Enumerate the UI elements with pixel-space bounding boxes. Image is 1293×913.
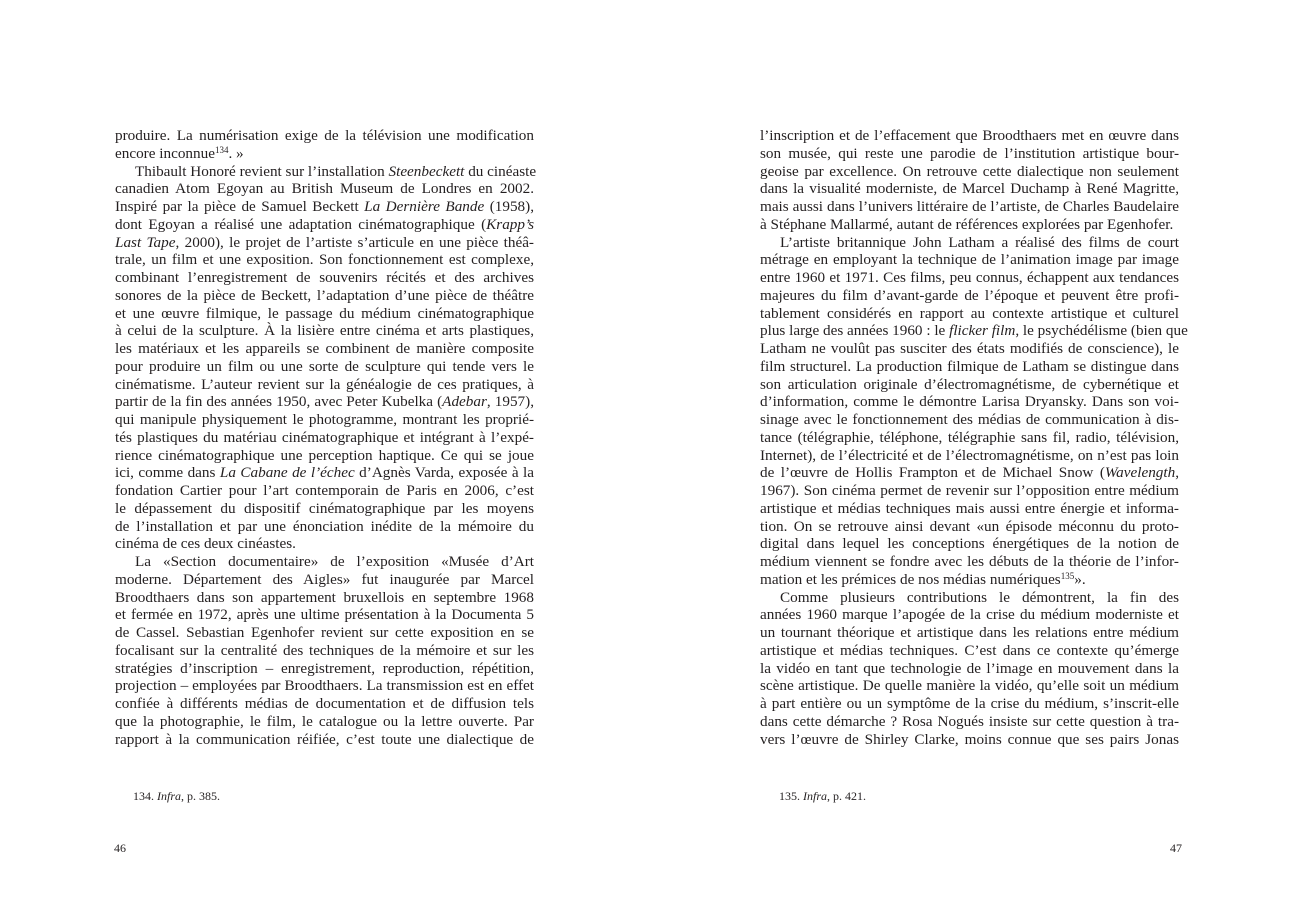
text-line: tance (télégraphie, téléphone, télégraphie sans fil, radio, télévision, (760, 428, 1179, 446)
text-line: mais aussi dans l’univers littéraire de l’artiste, de Charles Baudelaire (760, 198, 1179, 215)
text-line: que la photographie, le film, le catalogue ou la lettre ouverte. Par (115, 712, 534, 730)
text-line: tablement considérés en rapport au contexte artistique et culturel (760, 304, 1179, 322)
italic-title: La Dernière Bande (364, 198, 485, 215)
text-line: sonores de la pièce de Beckett, l’adaptation d’une pièce de théâtre (115, 286, 534, 304)
text-line: dont Egoyan a réalisé une adaptation cinématographique (Krapp’s (115, 215, 534, 233)
text-line: fondation Cartier pour l’art contemporain de Paris en 2006, c’est (115, 482, 534, 499)
text-line: cinématisme. L’auteur revient sur la généalogie de ces pratiques, à (115, 375, 534, 393)
italic-title: La Cabane de l’échec (219, 464, 355, 482)
footnote-134 (133, 789, 220, 804)
text-line: Latham ne voulût pas susciter des états modifiés de conscience), le (760, 340, 1179, 357)
text-line: qui manipule physiquement le photogramme, montrant les proprié- (115, 411, 534, 428)
text-line: partir de la fin des années 1950, avec Peter Kubelka (Adebar, 1957), (115, 393, 535, 411)
text-line: Inspiré par la pièce de Samuel Beckett La Dernière Bande (1958), (115, 198, 534, 215)
text-line: pour produire un film ou une sorte de sculpture qui tende vers le (115, 357, 534, 375)
text-line: vers l’œuvre de Shirley Clarke, moins connue que ses pairs Jonas (760, 730, 1179, 748)
text-line: canadien Atom Egoyan au British Museum de Londres en 2002. (115, 180, 534, 198)
text-line: sinage avec le fonctionnement des médias de communication à dis- (760, 411, 1179, 428)
text-line: Comme plusieurs contributions le démontrent, la fin des (780, 588, 1179, 606)
page-number: 47 (1170, 841, 1182, 855)
text-line: et fermée en 1972, après une ultime présentation à la Documenta 5 (115, 606, 534, 624)
footnote-number: 134. (133, 789, 157, 803)
text-line: mation et les prémices de nos médias numériques$^{135}$». (760, 570, 1086, 588)
text-line: et une œuvre filmique, le passage du médium cinématographique (115, 304, 534, 322)
text-line: son articulation originale d’électromagnétisme, de cybernétique et (760, 375, 1179, 393)
text-line: rience cinématographique une perception haptique. Ce qui se joue (115, 446, 534, 464)
italic-title: flicker film (949, 322, 1016, 340)
text-line: ici, comme dans La Cabane de l’échec d’Agnès Varda, exposée à la (115, 464, 534, 482)
text-line: de Cassel. Sebastian Egenhofer revient sur cette exposition en se (115, 624, 534, 641)
right-page (646, 0, 1292, 913)
text-line: scène artistique. De quelle manière la vidéo, qu’elle soit un médium (760, 677, 1179, 695)
text-line: de l’installation et par une énonciation inédite de la mémoire du (115, 517, 534, 535)
text-line: Last Tape, 2000), le projet de l’artiste s’articule en une pièce théâ- (115, 233, 534, 251)
text-line: à celui de la sculpture. À la lisière entre cinéma et arts plastiques, (115, 322, 534, 340)
text-line: la vidéo en tant que technologie de l’image en mouvement dans la (760, 659, 1179, 677)
text-line: dans la visualité moderniste, de Marcel Duchamp à René Magritte, (760, 180, 1179, 198)
text-line: dans cette démarche ? Rosa Nogués insiste sur cette question à tra- (760, 712, 1179, 730)
text-line: confiée à différents médias de documentation et de diffusion tels (115, 695, 534, 712)
text-line: de l’œuvre de Hollis Frampton et de Michael Snow (Wavelength, (760, 464, 1179, 482)
footnote-135 (779, 789, 866, 804)
text-line: tés plastiques du matériau cinématographique et intégrant à l’expé- (115, 428, 534, 446)
text-line: médium viennent se fondre avec les débuts de la théorie de l’infor- (760, 553, 1179, 570)
text-line: les matériaux et les appareils se combinent de manière composite (115, 340, 534, 357)
text-line: L’artiste britannique John Latham a réalisé des films de court (780, 233, 1179, 251)
italic-title: Krapp’s (486, 215, 534, 233)
text-line: métrage en employant la technique de l’animation image par image (760, 251, 1179, 269)
text-line: son musée, qui reste une parodie de l’institution artistique bour- (760, 144, 1179, 162)
text-line: le dépassement du dispositif cinématographique par les moyens (115, 499, 534, 517)
text-line: 1967). Son cinéma permet de revenir sur l’opposition entre médium (760, 482, 1179, 499)
text-line: l’inscription et de l’effacement que Broodthaers met en œuvre dans (760, 127, 1179, 144)
text-line: artistique et médias techniques. C’est dans ce contexte qu’émerge (760, 641, 1179, 659)
text-line: produire. La numérisation exige de la télévision une modification (115, 127, 534, 144)
text-line: cinéma de ces deux cinéastes. (115, 535, 296, 553)
text-line: années 1960 marque l’apogée de la crise du médium moderniste et (760, 606, 1179, 624)
italic-title: Last Tape (115, 233, 176, 251)
text-line: majeures du film d’avant-garde de l’époque et peuvent être profi- (760, 286, 1179, 304)
text-line: plus large des années 1960 : le flicker film, le psychédélisme (bien que (760, 322, 1188, 340)
text-line: film structurel. La production filmique de Latham se distingue dans (760, 357, 1179, 375)
text-line: digital dans lequel les conceptions énergétiques de la notion de (760, 535, 1179, 553)
text-line: Internet), de l’électricité et de l’électromagnétisme, on n’est pas loin (760, 446, 1179, 464)
text-line: à part entière ou un symptôme de la crise du médium, s’inscrit-elle (760, 695, 1179, 712)
text-line: moderne. Département des Aigles» fut inaugurée par Marcel (115, 570, 534, 588)
text-line: artistique et médias techniques mais aussi entre énergie et informa- (760, 499, 1179, 517)
text-line: d’information, comme le démontre Larisa Dryansky. Dans son voi- (760, 393, 1179, 411)
text-line: entre 1960 et 1971. Ces films, peu connus, échappent aux tendances (760, 269, 1179, 286)
text-line: geoise par excellence. On retrouve cette dialectique non seulement (760, 162, 1179, 180)
italic-title: Steenbeckett (388, 162, 465, 180)
footnote-reference[interactable]: 134 (214, 144, 229, 155)
text-line: projection – employées par Broodthaers. La transmission est en effet (115, 677, 534, 695)
body-text (760, 127, 1188, 748)
left-page (0, 0, 646, 913)
footnote-reference[interactable]: 135 (1060, 570, 1075, 581)
text-line: Broodthaers dans son appartement bruxellois en septembre 1968 (115, 588, 534, 606)
text-line: focalisant sur la centralité des techniques de la mémoire et sur les (115, 641, 534, 659)
text-line: stratégies d’inscription – enregistrement, reproduction, répétition, (115, 659, 534, 677)
text-line: combinant l’enregistrement de souvenirs récités et des archives (115, 269, 534, 286)
footnote-text: , p. 385. (181, 789, 220, 803)
text-line: trale, un film et une exposition. Son fonctionnement est complexe, (115, 251, 534, 269)
page-number: 46 (114, 841, 126, 855)
footnote-text: , p. 421. (827, 789, 866, 803)
text-line: Thibault Honoré revient sur l’installation Steenbeckett du cinéaste (135, 162, 537, 180)
footnote-number: 135. (779, 789, 803, 803)
text-line: La «Section documentaire» de l’exposition «Musée d’Art (135, 553, 534, 570)
text-line: rapport à la communication réifiée, c’est toute une dialectique de (115, 730, 534, 748)
text-line: à Stéphane Mallarmé, autant de références explorées par Egenhofer. (760, 215, 1174, 233)
body-text (115, 127, 537, 748)
text-line: un tournant théorique et artistique dans les relations entre médium (760, 624, 1179, 641)
text-line: encore inconnue$^{134}$. » (115, 144, 244, 162)
italic-title: Adebar (442, 393, 487, 411)
footnote-ref: Infra (803, 789, 827, 803)
italic-title: Wavelength (1104, 464, 1176, 482)
text-line: tion. On se retrouve ainsi devant «un épisode méconnu du proto- (760, 517, 1179, 535)
footnote-ref: Infra (157, 789, 181, 803)
